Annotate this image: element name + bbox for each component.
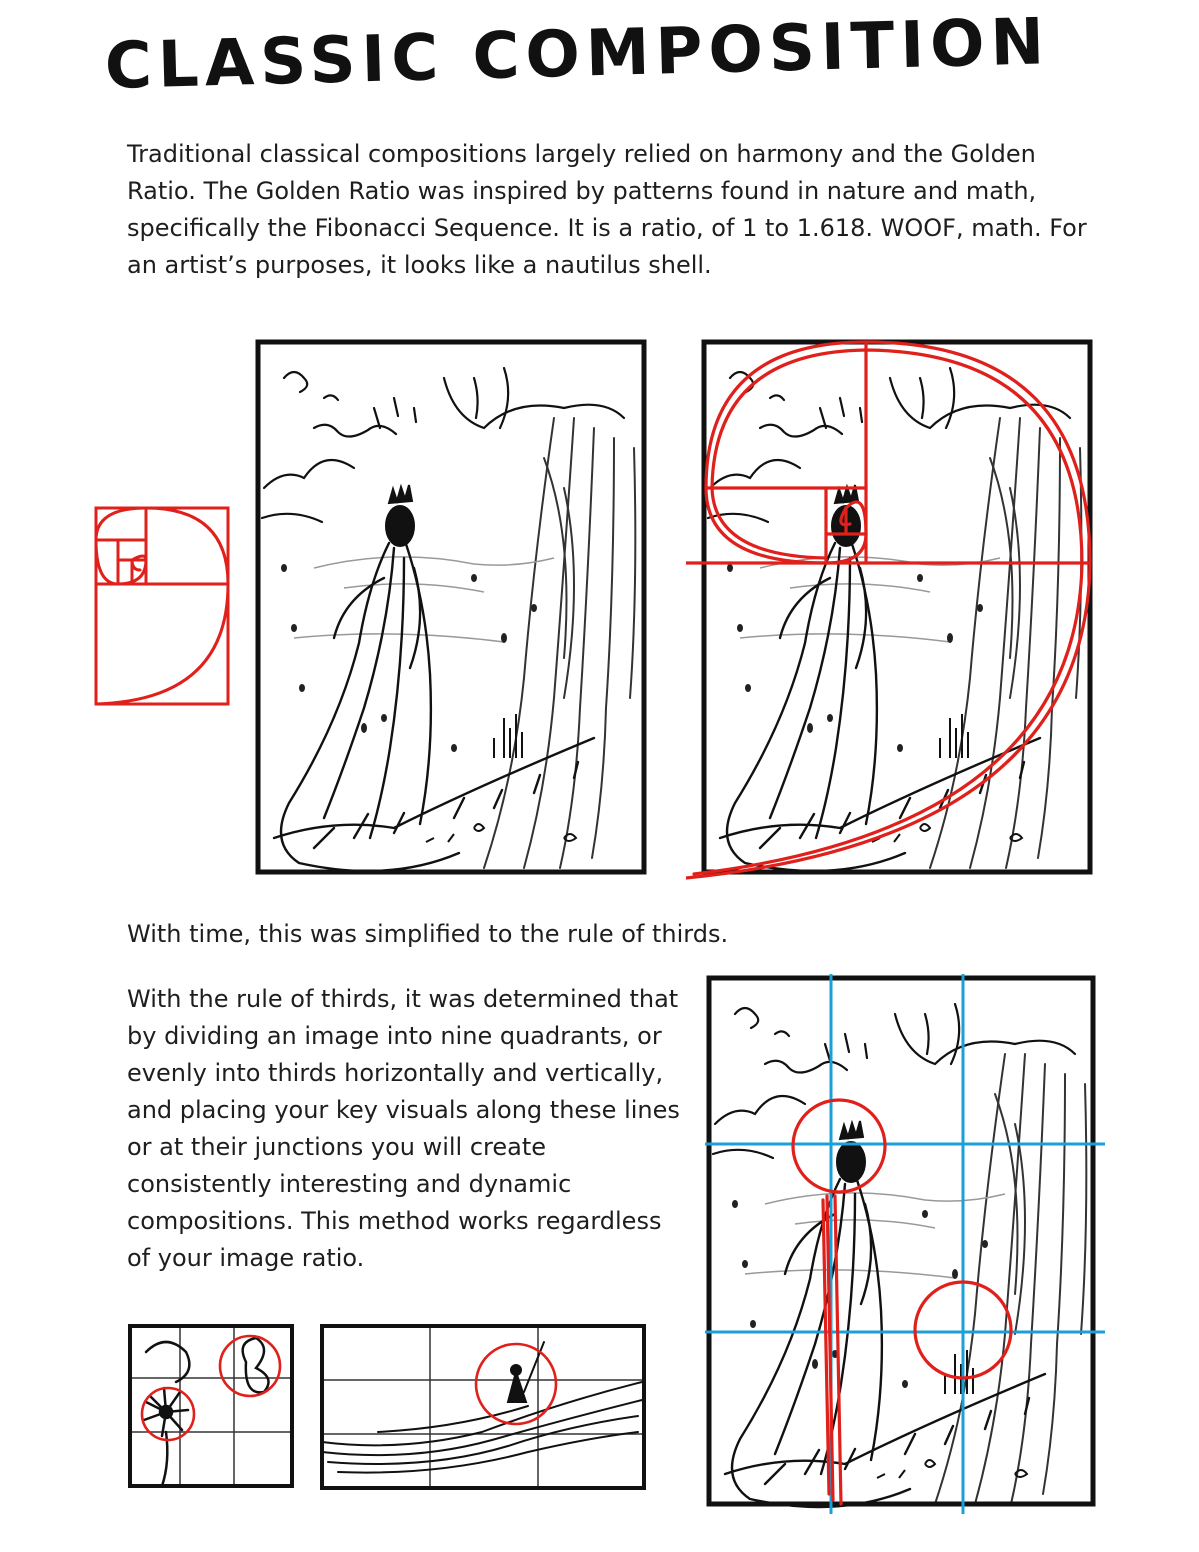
simplified-paragraph: With time, this was simplified to the rule of thirds.	[127, 920, 729, 948]
golden-spiral-diagram	[88, 500, 238, 710]
thirds-paragraph: With the rule of thirds, it was determined that by dividing an image into nine quadrants, or evenly into thirds horizontally and vertically, and placing your key visuals along these lines or at their junctions you will create consistently interesting and dynamic compositions. This method works regardless of your image ratio.	[127, 985, 680, 1272]
flower-thumbnail-grid	[126, 1322, 296, 1490]
wanderer-sketch	[254, 338, 650, 878]
wave-thumbnail-grid	[318, 1322, 648, 1492]
page-title: CLASSIC COMPOSITION	[104, 5, 1052, 104]
intro-paragraph: Traditional classical compositions largely relied on harmony and the Golden Ratio. The Golden Ratio was inspired by patterns found in nature and math, specifically the Fibonacci Sequence. It is a ratio, of 1 to 1.618. WOOF, math. For an artist’s purposes, it looks like a nautilus shell.	[127, 140, 1087, 279]
wanderer-sketch-thirds-overlay	[705, 974, 1107, 1514]
wanderer-sketch-golden-overlay	[686, 338, 1100, 886]
